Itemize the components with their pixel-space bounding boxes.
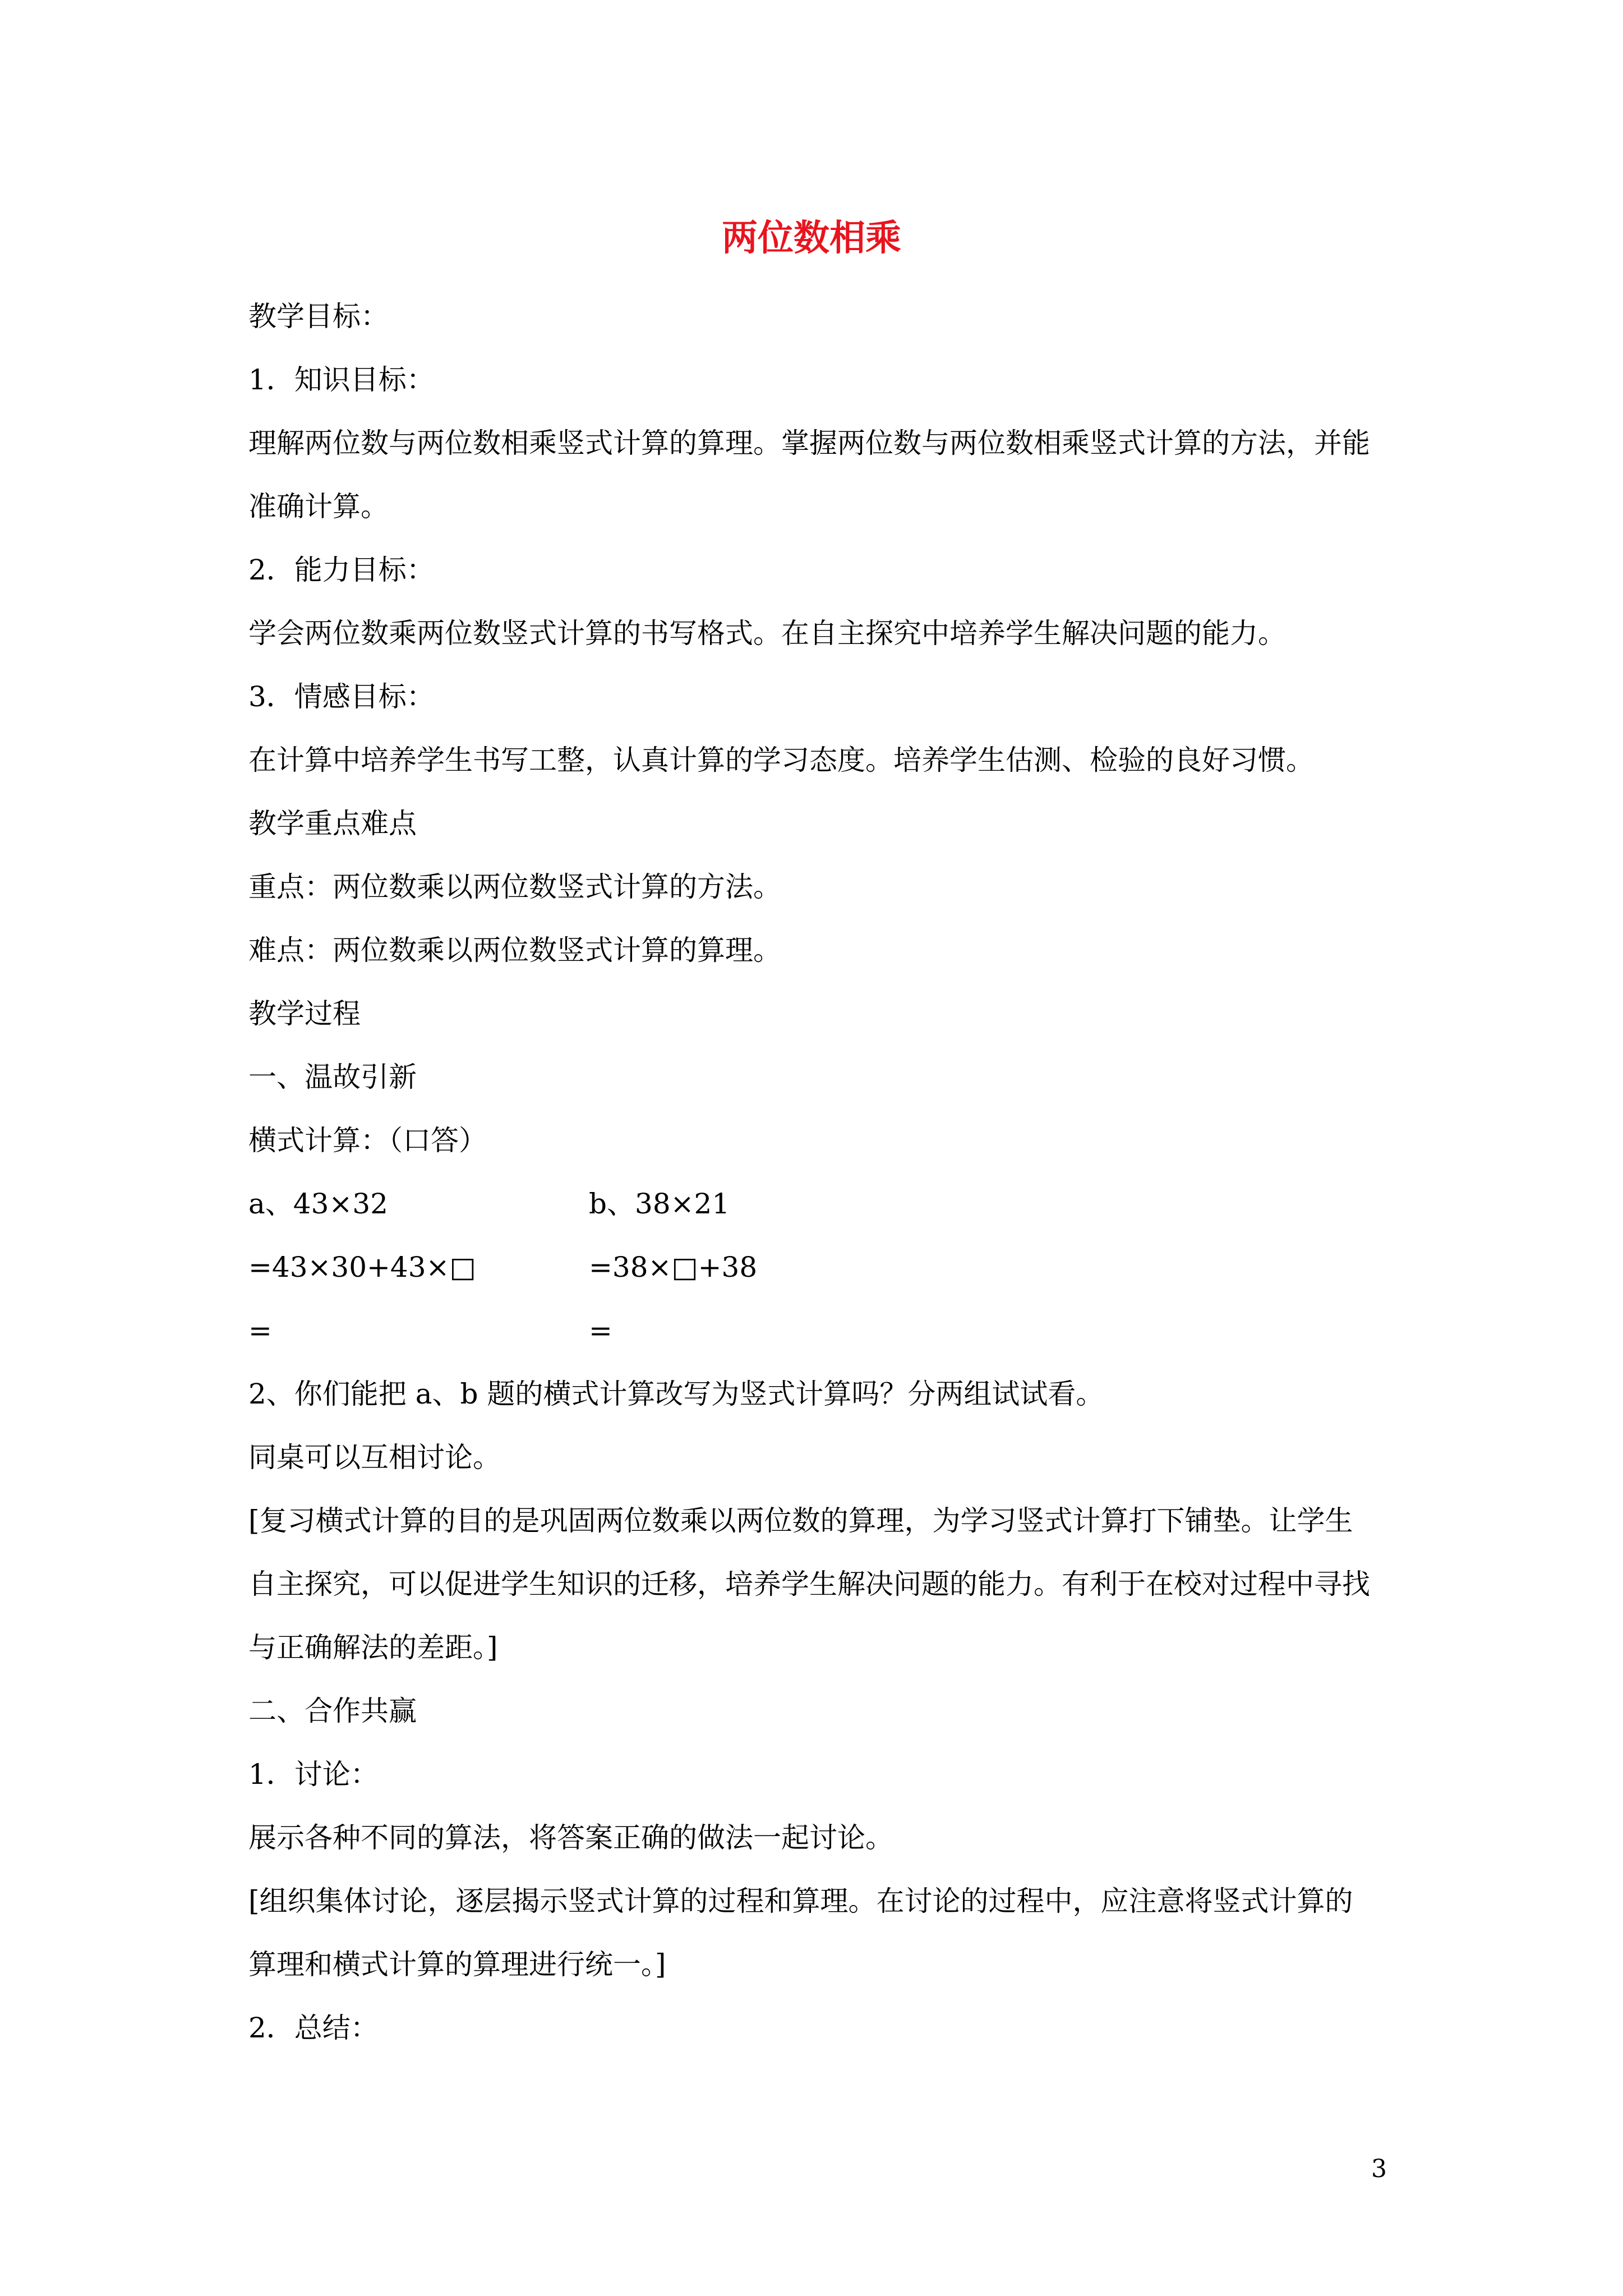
paragraph-knowledge-goal-2: 准确计算。 xyxy=(248,490,389,523)
paragraph-question-2: 2、你们能把 a、b 题的横式计算改写为竖式计算吗？分两组试试看。 xyxy=(248,1378,1104,1410)
heading-ability-goal: 2．能力目标： xyxy=(248,554,435,586)
page-number: 3 xyxy=(1371,2155,1387,2183)
note-review-purpose-3: 与正确解法的差距。] xyxy=(248,1631,498,1664)
paragraph-key-point: 重点：两位数乘以两位数竖式计算的方法。 xyxy=(248,871,781,903)
paragraph-desk-mate: 同桌可以互相讨论。 xyxy=(248,1441,501,1474)
paragraph-ability-goal: 学会两位数乘两位数竖式计算的书写格式。在自主探究中培养学生解决问题的能力。 xyxy=(248,617,1286,650)
heading-section-review: 一、温故引新 xyxy=(248,1061,417,1093)
exercise-a-line-3: = xyxy=(248,1314,272,1347)
document-title: 两位数相乘 xyxy=(722,217,901,259)
note-review-purpose-2: 自主探究，可以促进学生知识的迁移，培养学生解决问题的能力。有利于在校对过程中寻找 xyxy=(248,1568,1370,1600)
note-review-purpose-1: [复习横式计算的目的是巩固两位数乘以两位数的算理，为学习竖式计算打下铺垫。让学生 xyxy=(248,1504,1353,1537)
heading-knowledge-goal: 1．知识目标： xyxy=(248,364,435,396)
heading-teaching-goals: 教学目标： xyxy=(248,300,389,333)
note-discussion-1: [组织集体讨论，逐层揭示竖式计算的过程和算理。在讨论的过程中，应注意将竖式计算的 xyxy=(248,1885,1353,1917)
exercise-a-line-2: =43×30+43×□ xyxy=(248,1251,476,1283)
heading-emotion-goal: 3．情感目标： xyxy=(248,680,435,713)
paragraph-emotion-goal: 在计算中培养学生书写工整，认真计算的学习态度。培养学生估测、检验的良好习惯。 xyxy=(248,744,1314,776)
exercise-b-line-2: =38×□+38 xyxy=(589,1251,758,1283)
exercise-b-line-1: b、38×21 xyxy=(589,1188,730,1220)
paragraph-difficult-point: 难点：两位数乘以两位数竖式计算的算理。 xyxy=(248,934,781,967)
heading-section-cooperate: 二、合作共赢 xyxy=(248,1695,417,1727)
heading-teaching-process: 教学过程 xyxy=(248,997,361,1030)
exercise-b-line-3: = xyxy=(589,1314,612,1347)
paragraph-oral-calculation: 横式计算：（口答） xyxy=(248,1124,487,1157)
heading-key-points: 教学重点难点 xyxy=(248,807,417,840)
heading-discussion: 1．讨论： xyxy=(248,1758,379,1791)
paragraph-show-methods: 展示各种不同的算法，将答案正确的做法一起讨论。 xyxy=(248,1821,893,1854)
paragraph-knowledge-goal-1: 理解两位数与两位数相乘竖式计算的算理。掌握两位数与两位数相乘竖式计算的方法，并能 xyxy=(248,427,1370,459)
note-discussion-2: 算理和横式计算的算理进行统一。] xyxy=(248,1948,666,1981)
exercise-a-line-1: a、43×32 xyxy=(248,1188,388,1220)
heading-summary: 2．总结： xyxy=(248,2012,379,2044)
